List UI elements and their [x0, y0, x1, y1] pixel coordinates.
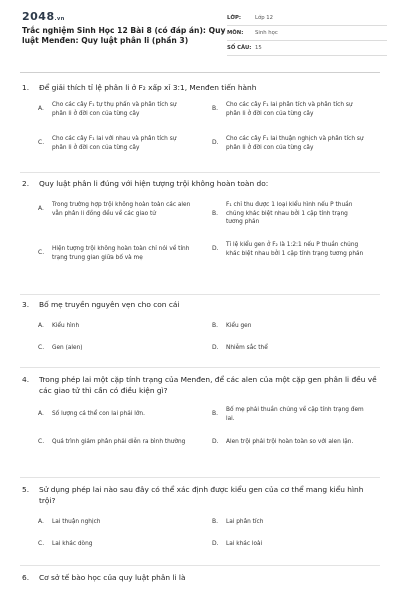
- question-6: [0, 572, 400, 583]
- option-text: Kiểu hình: [52, 323, 80, 329]
- option-a[interactable]: A. Trong trường hợp trội không hoàn toàn các alen vẫn phân li đồng đều về các giao tử: [38, 202, 191, 217]
- question-divider: [20, 367, 380, 368]
- info-panel: [227, 11, 387, 56]
- question-1: [0, 82, 400, 159]
- option-a[interactable]: A. Kiểu hình: [38, 322, 192, 331]
- option-text: Cho các cây F₁ lai với nhau và phân tích sự phân li ở đời con của từng cây: [52, 136, 177, 151]
- option-text: Lai khác dòng: [52, 541, 93, 547]
- question-stem: Bố mẹ truyền nguyên vẹn cho con cái: [39, 300, 180, 309]
- option-text: Số lượng cá thể con lai phải lớn.: [52, 411, 145, 417]
- info-key: MÔN:: [227, 30, 244, 36]
- question-number: 1.: [22, 83, 30, 92]
- info-value: Sinh học: [255, 30, 278, 36]
- question-3: [0, 299, 400, 356]
- option-d[interactable]: D. Tỉ lệ kiểu gen ở F₂ là 1:2:1 nếu P thuần chủng khác biệt nhau bởi 1 cặp tính trạng tương phản: [212, 241, 366, 258]
- option-text: Cho các cây F₁ lai thuận nghịch và phân tích sự phân li ở đời con của từng cây: [226, 136, 364, 151]
- question-number: 4.: [22, 375, 30, 384]
- option-text: Lai khác loài: [226, 541, 263, 547]
- info-value: Lớp 12: [255, 15, 273, 21]
- option-text: Lai thuận nghịch: [52, 519, 101, 525]
- question-stem: Để giải thích tỉ lệ phân li ở F₂ xấp xỉ 3:1, Menđen tiến hành: [39, 83, 257, 92]
- option-c[interactable]: C. Cho các cây F₁ lai với nhau và phân tích sự phân li ở đời con của từng cây: [38, 135, 192, 152]
- option-text: Lai phân tích: [226, 519, 264, 525]
- option-d[interactable]: D. Lai khác loài: [212, 540, 366, 549]
- info-key: SỐ CÂU:: [227, 45, 252, 51]
- info-row-count: [227, 41, 387, 56]
- question-5: [0, 484, 400, 554]
- option-text: Quá trình giảm phân phải diễn ra bình thường: [52, 439, 186, 445]
- option-b[interactable]: B. Kiểu gen: [212, 322, 366, 331]
- info-row-class: [227, 11, 387, 26]
- option-b[interactable]: B. Bố mẹ phải thuần chủng về cặp tính trạng đem lai.: [212, 406, 366, 423]
- option-a[interactable]: A. Cho các cây F₁ tự thụ phấn và phân tích sự phân li ở đời con của từng cây: [38, 101, 192, 118]
- option-text: Tỉ lệ kiểu gen ở F₂ là 1:2:1 nếu P thuần chủng khác biệt nhau bởi 1 cặp tính trạng tương phản: [226, 242, 364, 257]
- question-number: 5.: [22, 485, 30, 494]
- option-b[interactable]: B. Cho các cây F₁ lai phân tích và phân tích sự phân li ở đời con của từng cây: [212, 101, 366, 118]
- question-2: [0, 178, 400, 273]
- info-key: LỚP:: [227, 15, 242, 21]
- option-text: Trong trường hợp trội không hoàn toàn các alen vẫn phân li đồng đều về các giao tử: [52, 202, 191, 217]
- option-b[interactable]: B. F₁ chỉ thu được 1 loại kiểu hình nếu P thuần chủng khác biệt nhau bởi 1 cặp tính trạng tương phản: [212, 201, 366, 227]
- question-stem: Cơ sở tế bào học của quy luật phân li là: [39, 573, 186, 582]
- header-divider: [20, 72, 380, 73]
- question-number: 6.: [22, 573, 30, 582]
- option-d[interactable]: D. Alen trội phải trội hoàn toàn so với alen lặn.: [212, 438, 366, 447]
- option-text: Nhiễm sắc thể: [226, 345, 268, 351]
- option-text: Kiểu gen: [226, 323, 252, 329]
- option-text: F₁ chỉ thu được 1 loại kiểu hình nếu P thuần chủng khác biệt nhau bởi 1 cặp tính trạng tương phản: [226, 202, 353, 225]
- info-value: 15: [255, 45, 262, 51]
- question-divider: [20, 565, 380, 566]
- option-d[interactable]: D. Cho các cây F₁ lai thuận nghịch và phân tích sự phân li ở đời con của từng cây: [212, 135, 366, 152]
- question-divider: [20, 172, 380, 173]
- question-divider: [20, 294, 380, 295]
- option-text: Bố mẹ phải thuần chủng về cặp tính trạng đem lai.: [226, 407, 364, 422]
- option-text: Gen (alen): [52, 345, 83, 351]
- option-c[interactable]: C. Gen (alen): [38, 344, 192, 353]
- option-a[interactable]: A. Số lượng cá thể con lai phải lớn.: [38, 410, 192, 419]
- option-text: Cho các cây F₁ tự thụ phấn và phân tích sự phân li ở đời con của từng cây: [52, 102, 177, 117]
- question-number: 2.: [22, 179, 30, 188]
- option-c[interactable]: C. Lai khác dòng: [38, 540, 192, 549]
- document-header: [0, 0, 400, 70]
- option-text: Cho các cây F₁ lai phân tích và phân tích sự phân li ở đời con của từng cây: [226, 102, 353, 117]
- question-divider: [20, 477, 380, 478]
- option-c[interactable]: C. Quá trình giảm phân phải diễn ra bình thường: [38, 438, 192, 447]
- option-b[interactable]: B. Lai phân tích: [212, 518, 366, 527]
- site-logo[interactable]: 2048.vn: [22, 10, 65, 23]
- question-number: 3.: [22, 300, 30, 309]
- document-title: Trắc nghiệm Sinh Học 12 Bài 8 (có đáp án): Quy luật Menđen: Quy luật phân li (phần 3): [22, 26, 226, 45]
- question-stem: Sử dụng phép lai nào sau đây có thể xác định được kiểu gen của cơ thể mang kiểu hình trội?: [39, 485, 364, 505]
- info-row-subject: [227, 26, 387, 41]
- option-text: Alen trội phải trội hoàn toàn so với alen lặn.: [226, 439, 354, 445]
- option-a[interactable]: A. Lai thuận nghịch: [38, 518, 192, 527]
- question-4: [0, 374, 400, 466]
- question-stem: Quy luật phân li đúng với hiện tượng trội không hoàn toàn do:: [39, 179, 269, 188]
- question-stem: Trong phép lai một cặp tính trạng của Menđen, để các alen của một cặp gen phân li đều về các giao tử thì cần có điều kiện gì?: [39, 375, 377, 395]
- option-text: Hiện tượng trội không hoàn toàn chỉ nói về tính trạng trung gian giữa bố và mẹ: [52, 246, 190, 261]
- option-d[interactable]: D. Nhiễm sắc thể: [212, 344, 366, 353]
- option-c[interactable]: C. Hiện tượng trội không hoàn toàn chỉ nói về tính trạng trung gian giữa bố và mẹ: [38, 245, 192, 262]
